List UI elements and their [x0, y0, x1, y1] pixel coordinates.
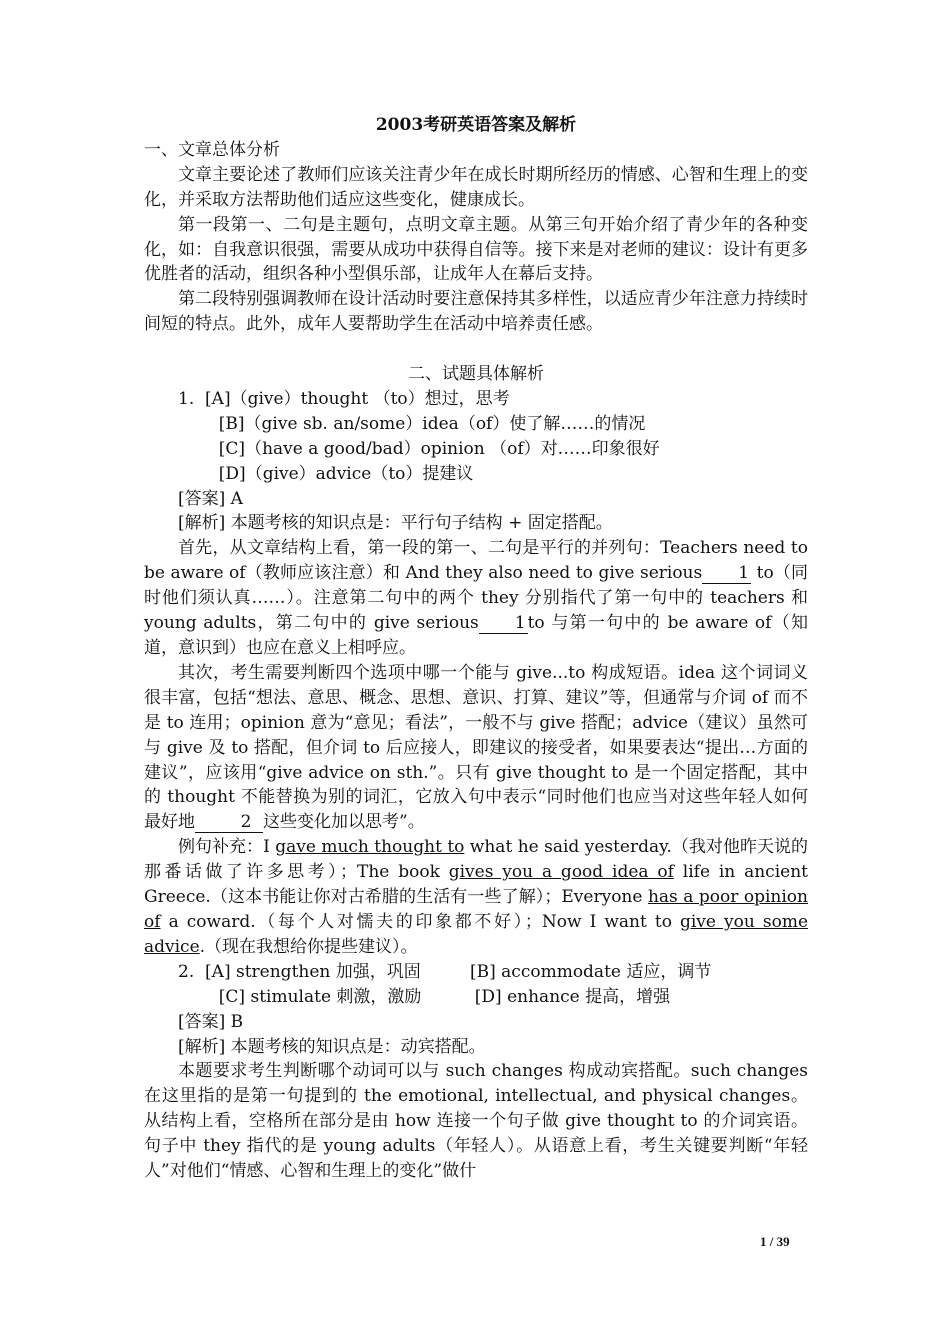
example-text: 例句补充：I — [178, 837, 276, 858]
question-number: 2. — [178, 961, 195, 982]
section-heading-overview: 一、文章总体分析 — [144, 139, 280, 160]
question-1-examples — [144, 835, 808, 960]
explanation-text: to 与第一句中的 be aware of（知道，意识到）也应在意义上相呼应。 — [144, 613, 808, 659]
explanation-text: 其次，考生需要判断四个选项中哪一个能与 give...to 构成短语。idea 这个词词义很丰富，包括“想法、意思、概念、思想、意识、打算、建议”等，但通常与介词 of 而不是 to 连用；opinion 意为“意见；看法”，一般不与 give 搭配；advice（建议）虽然可与 give 及 to 搭配，但介词 to 后应接人，即建议的接受者，如果要表达“提出…方面的建议”，应该用“give advice on sth.”。只有 give thought to 是一个固定搭配，其中的 thought 不能替换为别的词汇，它放入句中表示“同时他们也应当对这些年轻人如何最好地 — [144, 662, 808, 833]
page-number: 1 / 39 — [760, 1234, 790, 1249]
question-1-explanation-1 — [144, 536, 808, 661]
question-number: 1. — [178, 388, 195, 409]
example-text: life in ancient Greece.（这本书能让你对古希腊的生活有一些了解）；Everyone — [144, 862, 808, 908]
example-phrase: give you some advice — [144, 911, 809, 957]
spacer — [144, 337, 808, 362]
question-2-option-a-cell — [178, 960, 470, 985]
section-heading-questions: 二、试题具体解析 — [408, 364, 544, 385]
example-text: a coward.（每个人对懦夫的印象都不好）；Now I want to — [160, 911, 680, 932]
overview-paragraph-3: 第二段特别强调教师在设计活动时要注意保持其多样性，以适应青少年注意力持续时间短的特点。此外，成年人要帮助学生在活动中培养责任感。 — [144, 289, 808, 335]
page-content — [144, 113, 808, 1184]
explanation-text: to（同时他们须认真……）。注意第二句中的两个 they 分别指代了第一句中的 teachers 和 young adults，第二句中的 give serious — [144, 563, 808, 634]
question-1-analysis: [解析] 本题考核的知识点是：平行句子结构 + 固定搭配。 — [178, 513, 613, 534]
question-1-option-a — [144, 387, 808, 412]
question-1-option-b: [B]（give sb. an/some）idea（of）使了解……的情况 — [218, 413, 646, 434]
option-d: [D] enhance 提高，增强 — [474, 986, 671, 1007]
option-b: [B] accommodate 适应，调节 — [470, 961, 712, 982]
question-2-options-ab — [144, 960, 808, 985]
question-2-explanation-1: 本题要求考生判断哪个动词可以与 such changes 构成动宾搭配。such changes 在这里指的是第一句提到的 the emotional, intellectual, and physical changes。从结构上看，空格所在部分是由 how 连接一个句子做 give thought to 的介词宾语。句子中 they 指代的是 young adults（年轻人）。从语意上看，考生关键要判断“年轻人”对他们“情感、心智和生理上的变化”做什 — [144, 1061, 808, 1182]
question-1-option-c: [C]（have a good/bad）opinion （of）对……印象很好 — [218, 438, 660, 459]
example-text: .（现在我想给你提些建议）。 — [199, 936, 418, 957]
example-phrase: has a poor opinion of — [144, 887, 808, 932]
option-a: [A] strengthen 加强，巩固 — [205, 961, 421, 982]
explanation-text: 首先，从文章结构上看，第一段的第一、二句是平行的并列句：Teachers need to be aware of（教师应该注意）和 And they also need to give serious — [144, 538, 808, 584]
question-1-option-d: [D]（give）advice（to）提建议 — [218, 463, 474, 484]
option-c: [C] stimulate 刺激，激励 — [218, 986, 422, 1007]
answer-blank: 1 — [479, 613, 528, 634]
example-phrase: gave much thought to — [275, 837, 465, 858]
question-1-explanation-2 — [144, 661, 808, 835]
answer-blank: 2 — [195, 812, 263, 833]
overview-paragraph-1: 文章主要论述了教师们应该关注青少年在成长时期所经历的情感、心智和生理上的变化，并采取方法帮助他们适应这些变化，健康成长。 — [144, 164, 808, 210]
example-phrase: gives you a good idea of — [448, 862, 674, 883]
question-2-options-cd — [144, 985, 808, 1010]
question-2-analysis: [解析] 本题考核的知识点是：动宾搭配。 — [178, 1036, 486, 1057]
option-a: [A]（give）thought （to）想过，思考 — [205, 388, 510, 409]
document-title: 2003考研英语答案及解析 — [375, 115, 577, 135]
overview-paragraph-2: 第一段第一、二句是主题句，点明文章主题。从第三句开始介绍了青少年的各种变化，如：自我意识很强，需要从成功中获得自信等。接下来是对老师的建议：设计有更多优胜者的活动，组织各种小型俱乐部，让成年人在幕后支持。 — [144, 214, 808, 285]
question-1-answer: [答案] A — [178, 488, 243, 509]
example-text: what he said yesterday.（我对他昨天说的那番话做了许多思考）；The book — [144, 837, 809, 883]
question-2-answer: [答案] B — [178, 1011, 244, 1032]
answer-blank: 1 — [702, 563, 751, 584]
explanation-text: 这些变化加以思考”。 — [263, 812, 425, 833]
